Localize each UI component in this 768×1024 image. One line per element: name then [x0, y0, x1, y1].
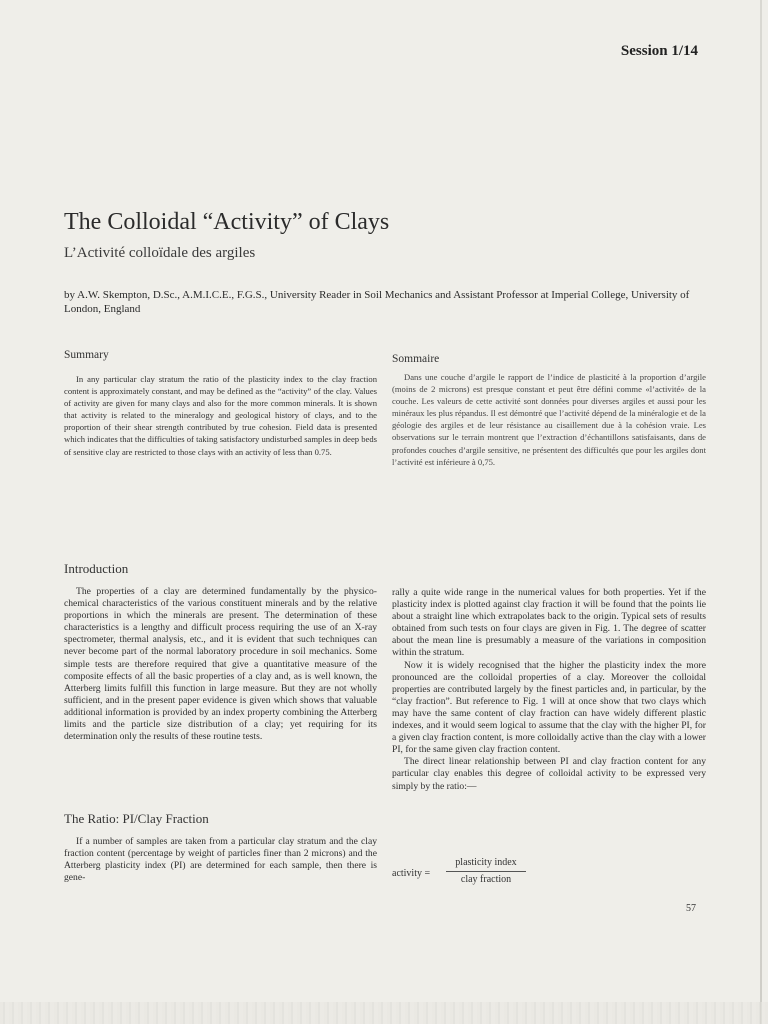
summary-heading: Summary — [64, 349, 109, 361]
activity-formula — [392, 856, 706, 890]
scan-noise — [0, 1002, 768, 1024]
sommaire-heading: Sommaire — [392, 353, 440, 365]
session-label: Session 1/14 — [620, 43, 698, 59]
page-edge — [760, 0, 762, 1024]
paper-subtitle: L’Activité colloïdale des argiles — [64, 245, 256, 261]
ratio-heading: The Ratio: PI/Clay Fraction — [64, 811, 209, 826]
summary-text: In any particular clay stratum the ratio of the plasticity index to the clay fraction content is approximately constant, and may be defined as the “activity” of the clay. Values of activity are given for many clays and also for the more common minerals. It is shown that activity is related to the mineralogy and geological history of clays, and to the proportion of their shear strength contributed by true cohesion. Field data is presented which indicates that the difficulties of taking satisfactory undisturbed samples in deep beds of sensitive clay are restricted to those clays with an activity of less than 0.75. — [64, 374, 377, 457]
right-paragraph-2: Now it is widely recognised that the higher the plasticity index the more pronounced are the colloidal properties of a clay. Moreover the colloidal properties are contributed largely by the finest particles and, in particular, by the “clay fraction”. But reference to Fig. 1 will at once show that two clays which may have the same content of clay fraction can have widely different plastic indexes, and it would seem logical to assume that the clay with the higher PI, for a given clay fraction content, is more colloidally active than the clay with a lower PI, for the same given clay fraction content. — [392, 659, 706, 756]
introduction-paragraph: The properties of a clay are determined fundamentally by the physico-chemical characteristics of the various constituent minerals and by the relative proportions in which the minerals are present. The determination of these characteristics is a lengthy and difficult process requiring the use of an X-ray spectrometer, thermal analysis, etc., and it is evident that such techniques can never become part of the normal laboratory procedure in soil mechanics. Some simple tests are therefore required that give a quantitative measure of the composite effects of all the basic properties of a clay and, as is well known, the Atterberg limits fulfill this function in large measure. But they are not wholly sufficient, and in the present paper evidence is given which shows that valuable additional information is provided by an index property combining the Atterberg limits and the particle size distribution of a clay; yet requiring for its determination only the results of these routine tests. — [64, 586, 377, 743]
ratio-paragraph: If a number of samples are taken from a particular clay stratum and the clay fraction content (percentage by weight of particles finer than 2 microns) and the Atterberg plasticity index (PI) are determined for each sample, then there is gene- — [64, 836, 377, 884]
sommaire-section — [392, 353, 706, 468]
author-byline: by A.W. Skempton, D.Sc., A.M.I.C.E., F.G.S., University Reader in Soil Mechanics and Assistant Professor at Imperial College, University of London, England — [64, 289, 690, 315]
formula-numerator: plasticity index — [455, 857, 517, 868]
introduction-heading: Introduction — [64, 561, 129, 576]
right-column-body — [392, 587, 706, 793]
formula-denominator: clay fraction — [460, 874, 512, 885]
sommaire-text: Dans une couche d’argile le rapport de l’indice de plasticité à la proportion d’argile (moins de 2 microns) est presque constant et peut être défini comme «l’activité» de la couche. Les valeurs de cette activité sont données pour diverses argiles et aussi pour les minéraux les plus répandus. Il est démontré que l’activité dépend de la minéralogie et de la géologie des argiles et de leur résistance au cisaillement due à la cohésion vraie. Les observations sur le terrain montrent que l’extraction d’échantillons satisfaisants, dans de profondes couches d’argile sensitive, ne présentent des difficultés que pour les argiles dont l’activité est inférieure à 0,75. — [392, 372, 706, 467]
page-number: 57 — [686, 903, 696, 914]
paper-title: The Colloidal “Activity” of Clays — [64, 209, 390, 235]
right-paragraph-1: rally a quite wide range in the numerical values for both properties. Yet if the plasticity index is plotted against clay fraction it will be found that the points lie about a straight line which extrapolates back to the origin. Typical sets of results obtained from such tests on four clays are given in Fig. 1. The degree of scatter about the mean line is presumably a measure of the variations in composition within the stratum. — [392, 587, 706, 659]
formula-lhs: activity = — [392, 868, 431, 879]
ratio-section — [64, 811, 377, 884]
introduction-section — [64, 561, 377, 743]
summary-section — [64, 349, 377, 458]
right-paragraph-3: The direct linear relationship between PI and clay fraction content for any particular clay enables this degree of colloidal activity to be expressed very simply by the ratio:— — [392, 756, 706, 792]
formula-fraction — [446, 856, 526, 887]
fraction-bar — [446, 871, 526, 872]
